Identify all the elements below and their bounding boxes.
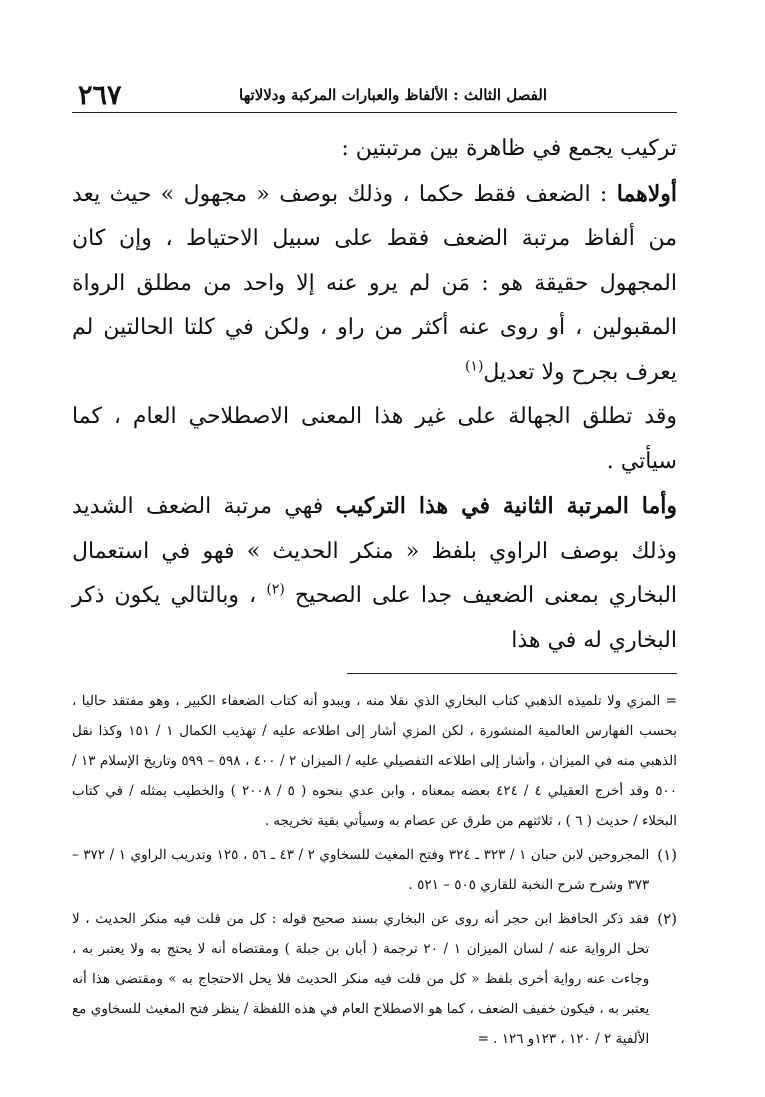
footnote-1-marker: (١) (657, 846, 677, 864)
main-text (72, 127, 677, 663)
book-page (72, 72, 677, 1061)
paragraph-2 (72, 172, 677, 396)
footnote-continuation: = المزي ولا تلميذه الذهبي كتاب البخاري الذي نقلا منه ، ويبدو أنه كتاب الضعفاء الكبير ، وهو مفتقد حاليا ، بحسب الفهارس العالمية المنشورة ، لكن المزي أشار إلى اطلاعه عليه / تهذيب الكمال ١ / ١٥١ وكذا نقل الذهبي منه في الميزان ، وأشار إلى اطلاعه التفصيلي عليه / الميزان ٢ / ٤٠٠ ، ٥٩٨ – ٥٩٩ وتاريخ الإسلام ١٣ / ٥٠٠ وقد أخرج العقيلي ٤ / ٤٢٤ بعضه بمعناه ، وابن عدي بنحوه ( ٥ / ٢٠٠٨ ) والخطيب بمثله / في كتاب البخلاء / حديث ( ٦ ) ، ثلاثتهم من طرق عن عصام به وسيأتي بقية تخريجه . (72, 693, 678, 829)
footnote-ref-1: (١) (464, 358, 484, 375)
page-number: ٢٦٧ (78, 80, 122, 111)
paragraph-2-lead: أولاهما (616, 180, 677, 207)
paragraph-4 (72, 484, 677, 663)
page-header (72, 72, 677, 113)
running-head: الفصل الثالث : الألفاظ والعبارات المركبة ودلالاتها (239, 86, 547, 104)
footnote-2 (72, 904, 677, 1054)
paragraph-4-tail: ، وبالتالي يكون ذكر البخاري له في هذا (72, 583, 677, 653)
paragraph-1 (72, 127, 677, 172)
footnotes (72, 686, 677, 1054)
footnote-divider (347, 673, 677, 674)
paragraph-4-text: فهي مرتبة الضعف الشديد وذلك بوصف الراوي بلفظ « منكر الحديث » فهو في استعمال البخاري بمعنى الضعيف جدا على الصحيح (72, 494, 678, 608)
footnote-ref-2: (٢) (266, 581, 285, 598)
paragraph-3-text: وقد تطلق الجهالة على غير هذا المعنى الاصطلاحي العام ، كما سيأتي . (72, 404, 677, 474)
footnote-2-marker: (٢) (657, 910, 677, 928)
paragraph-3 (72, 395, 677, 484)
footnote-1 (72, 840, 677, 900)
paragraph-1-text: تركيب يجمع في ظاهرة بين مرتبتين : (341, 136, 677, 161)
footnote-1-text: المجروحين لابن حبان ١ / ٣٢٣ ـ ٣٢٤ وفتح المغيث للسخاوي ٢ / ٤٣ ـ ٥٦ ، ١٢٥ وتدريب الراوي ١ / ٣٧٢ – ٣٧٣ وشرح شرح النخبة للقاري ٥٠٥ – ٥٢١ . (72, 847, 650, 893)
paragraph-2-text: : الضعف فقط حكما ، وذلك بوصف « مجهول » حيث يعد من ألفاظ مرتبة الضعف فقط على سبيل الاحتياط ، وإن كان المجهول حقيقة هو : مَن لم يرو عنه إلا واحد من مطلق الرواة المقبولين ، أو روى عنه أكثر من راو ، ولكن في كلتا الحالتين لم يعرف بجرح ولا تعديل (72, 181, 677, 385)
paragraph-4-lead: وأما المرتبة الثانية في هذا التركيب (335, 493, 678, 519)
footnote-2-text: فقد ذكر الحافظ ابن حجر أنه روى عن البخاري بسند صحيح قوله : كل من قلت فيه منكر الحديث ، لا تحل الرواية عنه / لسان الميزان ١ / ٢٠ ترجمة ( أبان بن جبلة ) ومقتضاه أنه لا يحتج به ولا يعتبر به ، وجاءت عنه رواية أخرى بلفظ « كل من قلت فيه منكر الحديث فلا يحل الاحتجاج به » ومقتضى هذا أنه يعتبر به ، فيكون خفيف الضعف ، كما هو الاصطلاح العام في هذه اللفظة / ينظر فتح المغيث للسخاوي مع الألفية ٢ / ١٢٠ ، ١٢٣و ١٢٦ . = (72, 911, 650, 1047)
